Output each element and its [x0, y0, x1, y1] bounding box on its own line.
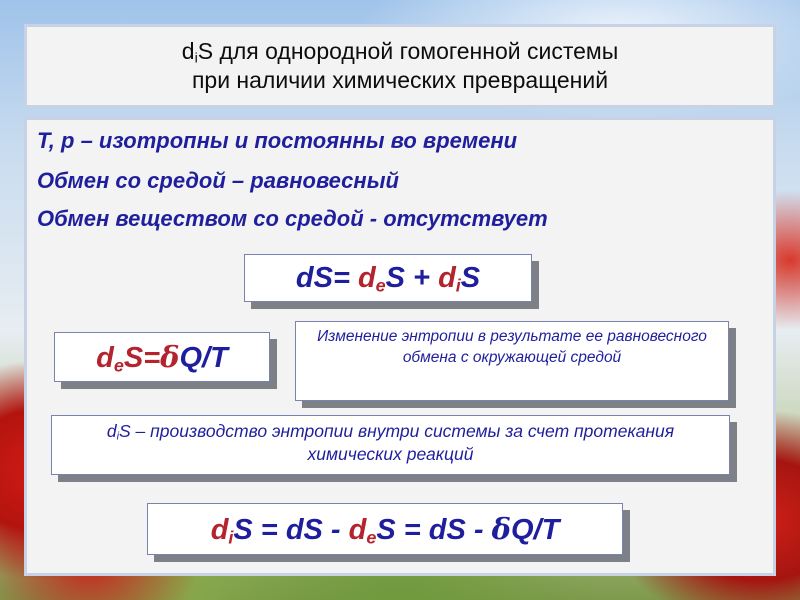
- content-panel: [24, 117, 776, 576]
- eq-term: =: [332, 262, 358, 294]
- desc-subscript-i: i: [116, 430, 120, 443]
- eq-term: =: [252, 514, 286, 546]
- eq-subscript: i: [455, 275, 461, 296]
- exchange-description-box: [295, 321, 729, 401]
- eq-term: dS: [295, 262, 333, 294]
- condition-line: Обмен со средой – равновесный: [37, 168, 399, 193]
- exchange-description: Изменение энтропии в результате ее равновесного обмена с окружающей средой: [317, 328, 707, 366]
- eq-term: d: [357, 262, 376, 294]
- title-panel: [24, 24, 776, 108]
- title-rest: S для однородной гомогенной системы: [197, 38, 619, 64]
- slide-title-line-2: при наличии химических превращений: [191, 67, 609, 93]
- eq-subscript: i: [228, 527, 234, 548]
- eq-subscript: e: [375, 275, 386, 296]
- title-d: d: [181, 38, 195, 64]
- equation-final: [147, 503, 623, 555]
- eq-subscript: e: [366, 527, 377, 548]
- eq-term: S=: [123, 342, 161, 374]
- title-subscript-i: i: [194, 50, 198, 67]
- equation-main: [244, 254, 532, 302]
- eq-term: Q/T: [179, 342, 228, 374]
- condition-line: T, p – изотропны и постоянны во времени: [37, 128, 518, 153]
- eq-term: +: [405, 262, 439, 294]
- eq-term: S: [460, 262, 481, 294]
- eq-term: d: [210, 514, 229, 546]
- eq-term: S: [385, 262, 405, 294]
- eq-term: d: [96, 342, 114, 374]
- desc-d: d: [106, 421, 117, 441]
- eq-term: Q/T: [510, 514, 560, 546]
- production-description-box: [51, 415, 730, 475]
- eq-term: dS: [285, 514, 323, 546]
- eq-term: S: [376, 514, 396, 546]
- equation-exchange: [54, 332, 270, 382]
- eq-term: dS: [428, 514, 466, 546]
- eq-delta: δ: [160, 340, 180, 374]
- eq-delta: δ: [491, 512, 511, 546]
- eq-term: -: [322, 514, 349, 546]
- eq-term: =: [395, 514, 429, 546]
- condition-line: Обмен веществом со средой - отсутствует: [37, 206, 548, 231]
- slide-title-line-1: [27, 37, 773, 66]
- eq-term: S: [233, 514, 253, 546]
- eq-subscript: e: [113, 355, 124, 376]
- desc-text: S – производство энтропии внутри системы за счет протекания химических реакций: [119, 421, 675, 464]
- eq-term: -: [465, 514, 492, 546]
- eq-term: d: [348, 514, 367, 546]
- eq-term: d: [438, 262, 456, 294]
- production-description: [62, 420, 719, 466]
